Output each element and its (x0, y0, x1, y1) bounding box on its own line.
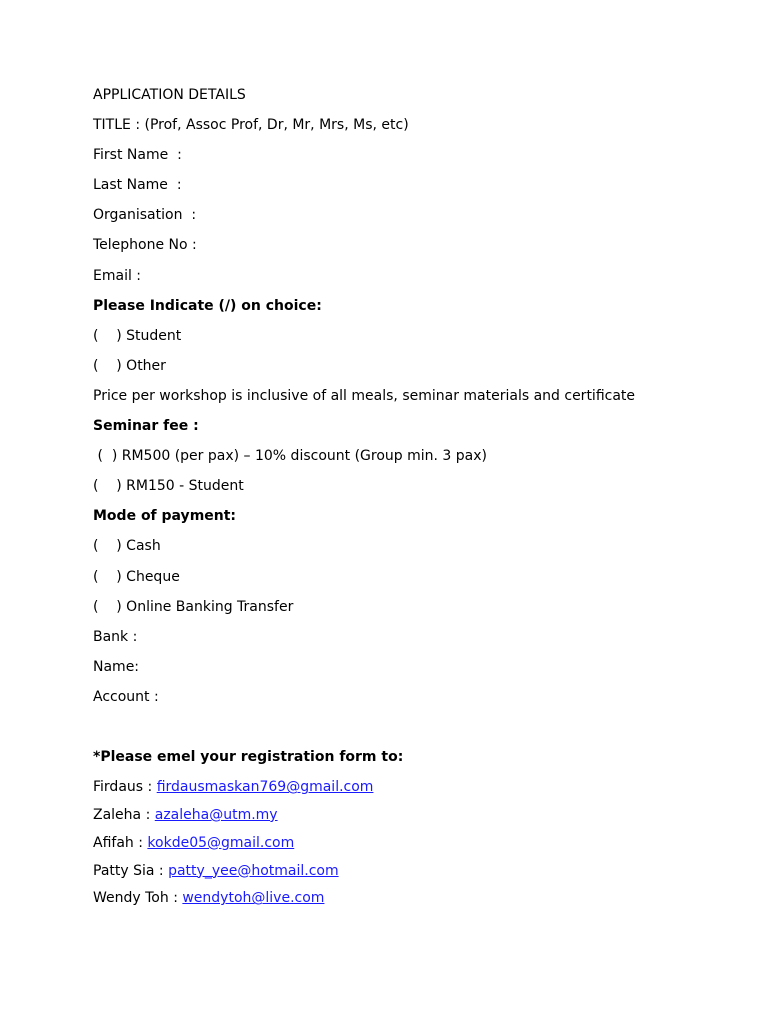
contact-item (93, 861, 753, 889)
contact-item (93, 777, 753, 805)
email-link[interactable]: patty_yee@hotmail.com (168, 862, 339, 879)
contact-name: Afifah : (93, 834, 148, 851)
title-field: TITLE : (Prof, Assoc Prof, Dr, Mr, Mrs, Ms, etc) (93, 117, 409, 134)
telephone-field: Telephone No : (93, 237, 197, 254)
price-note: Price per workshop is inclusive of all meals, seminar materials and certificate (93, 387, 636, 404)
application-form (93, 85, 753, 916)
payment-cheque: ( ) Cheque (93, 568, 180, 585)
account-field: Account : (93, 688, 159, 705)
payment-heading: Mode of payment: (93, 508, 237, 525)
email-link[interactable]: kokde05@gmail.com (147, 834, 295, 851)
fee-option-student: ( ) RM150 - Student (93, 478, 244, 495)
email-link[interactable]: wendytoh@live.com (182, 890, 325, 907)
seminar-fee-heading: Seminar fee : (93, 418, 199, 435)
payment-cash: ( ) Cash (93, 538, 161, 555)
first-name-field: First Name : (93, 147, 182, 164)
email-link[interactable]: firdausmaskan769@gmail.com (156, 779, 374, 796)
fee-option-group: ( ) RM500 (per pax) – 10% discount (Group min. 3 pax) (93, 448, 487, 465)
contact-name: Patty Sia : (93, 862, 169, 879)
contact-item (93, 888, 753, 916)
name-field: Name: (93, 658, 140, 675)
contact-name: Wendy Toh : (93, 890, 183, 907)
contact-heading: *Please emel your registration form to: (93, 749, 404, 766)
bank-field: Bank : (93, 628, 138, 645)
choice-student: ( ) Student (93, 327, 182, 344)
choice-heading: Please Indicate (/) on choice: (93, 297, 322, 314)
form-heading: APPLICATION DETAILS (93, 87, 246, 103)
choice-other: ( ) Other (93, 357, 166, 374)
contact-item (93, 805, 753, 833)
email-field: Email : (93, 267, 142, 284)
payment-online: ( ) Online Banking Transfer (93, 598, 294, 615)
contact-name: Zaleha : (93, 806, 155, 823)
organisation-field: Organisation : (93, 207, 197, 224)
last-name-field: Last Name : (93, 177, 182, 194)
email-link[interactable]: azaleha@utm.my (154, 806, 278, 823)
contact-name: Firdaus : (93, 779, 157, 796)
contact-item (93, 833, 753, 861)
blank-line (93, 717, 753, 747)
